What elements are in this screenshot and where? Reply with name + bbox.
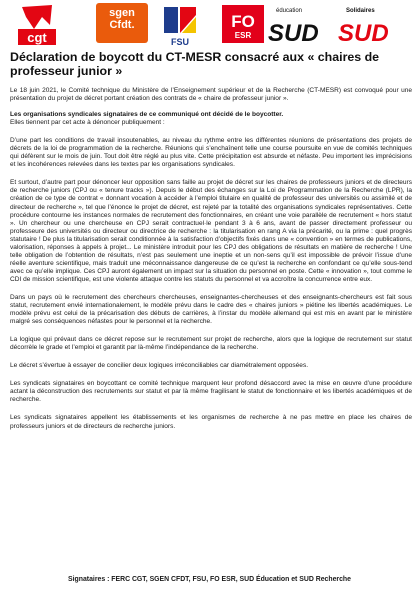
paragraph-recruitment: Dans un pays où le recrutement des chercheurs chercheuses, enseignantes-chercheuses et des enseignants-chercheurs est fait sous statut, recrutement envié internationalement, le modèle prévu dans le cadre des « chaires juniors » piétine les libertés académiques. Le modèle prévu est celui de la précarisation des débuts de carrières, à l’instar du modèle allemand qui est mis en avant par le ministère malgré ses conséquences néfastes pour le personnel et la recherche. bbox=[10, 293, 412, 326]
paragraph-denounce: Elles tiennent par cet acte à dénoncer publiquement : bbox=[10, 119, 165, 127]
paragraph-conditions: D’une part les conditions de travail insoutenables, au niveau du rythme entre les différentes réunions de présentations des projets de décrets de la loi de programmation de la recherche. Réunions qui s’enchaînent telle une course poursuite en vue de comités techniques qui défèrent sur le mois de juin. Tout doit être réglé au plus vite. Cette précipitation est absurde et néfaste. Peu importent les imprécisions et les incohérences relevées dans les textes par les organisations syndicales. bbox=[10, 137, 412, 169]
paragraph-appeal: Les syndicats signataires appellent les établissements et les organismes de recherche à ne pas mettre en place les chaires de professeurs juniors et de directeurs de recherche juniors. bbox=[10, 414, 412, 430]
cgt-logo bbox=[12, 3, 60, 47]
sgen-cfdt-logo bbox=[96, 3, 148, 43]
sud-recherche-logo-text: SUD bbox=[338, 20, 389, 47]
paragraph-decision: Les organisations syndicales signataires de ce communiqué ont décidé de le boycotter. bbox=[10, 111, 284, 119]
paragraph-logic: La logique qui prévaut dans ce décret repose sur le recrutement sur projet de recherche, alors que la logique de recrutement sur statut décorrèle le grade et l’emploi et garantit par là-même l’indépendance de la recherche. bbox=[10, 336, 412, 352]
document-body bbox=[10, 87, 412, 431]
paragraph-opposition: Et surtout, d’autre part pour dénoncer leur opposition sans faille au projet de décret sur les chaires de professeurs juniors et de directeurs de recherche juniors (CPJ ou « tenure tracks »). Depuis le début des échanges sur la Loi de Programmation de la Recherche (LPR), la création de ce type de contrat « donnant vocation à accéder à l’emploi titulaire en qualité de professeur des universités ou assimilé et de directeur de recherche », tel que l’énonce le projet de décret, est rejeté par la totalité des organisations syndicales représentatives. Cette procédure contourne les instances normales de recrutement des fonctionnaires, en créant une voie parallèle de recrutement « hors statut ». Un chercheur ou une chercheuse en CPJ serait contractuel·le pendant 3 à 6 ans, avant de passer directement professeur ou professeure des universités ou directeur ou directrice de recherche : la titularisation en rang A via la précarité, ou la prime : quel progrès statutaire ! De plus la titularisation serait conditionnée à la satisfaction d’objectifs fixés dans une « convention » en termes de publications, valorisation, réponses à appels à projet... Le ministère introduit pour les CPJ des obligations de résultats en matière de recherche ! Une telle obligation de l’obtention de résultats, n’est pas seulement une ineptie et un non-sens qu’il est impossible de prévoir l’issue d’une réelle aventure scientifique, mais traduit une méconnaissance dangereuse de ce qu’est la recherche en confondant ce qu’elle sous-tend avec ce qu’elle implique. Ces CPJ auront également un impact sur la situation du personnel en poste. Cette « innovation », tout comme le CDI de mission scientifique, est une violente attaque contre les statuts du personnel et va accroître la concurrence entre eux. bbox=[10, 179, 412, 283]
solidaires-label: Solidaires bbox=[346, 8, 375, 14]
signatories-line: Signataires : FERC CGT, SGEN CFDT, FSU, FO ESR, SUD Éducation et SUD Recherche bbox=[68, 576, 351, 583]
sud-education-label: éducation bbox=[276, 8, 303, 14]
fo-esr-logo bbox=[220, 3, 266, 45]
paragraph-intro: Le 18 juin 2021, le Comité technique du Ministère de l’Enseignement supérieur et de la Recherche (CT-MESR) est convoqué pour une présentation du projet de décret portant création des contrats de « chaire de professeur junior ». bbox=[10, 87, 412, 103]
logo-bar bbox=[8, 3, 411, 47]
sgen-logo-text: sgen bbox=[109, 7, 135, 19]
fo-esr-text: ESR bbox=[234, 31, 252, 40]
cgt-logo-text: cgt bbox=[27, 30, 47, 45]
fsu-logo-text: FSU bbox=[171, 37, 189, 47]
cfdt-logo-text: Cfdt. bbox=[109, 19, 135, 31]
paragraph-decree: Le décret s’évertue à essayer de concilier deux logiques irréconciliables car diamétralement opposées. bbox=[10, 362, 309, 370]
sud-logos bbox=[268, 3, 413, 47]
fo-logo-text: FO bbox=[231, 12, 255, 31]
paragraph-boycott: Les syndicats signataires en boycottant ce comité technique marquent leur profond désaccord avec la mise en œuvre d’une procédure actant la déconstruction des recrutements sur statut et par là même fragilisant le statut de fonctionnaire et les libertés académiques et de recherche. bbox=[10, 380, 412, 404]
document-title: Déclaration de boycott du CT-MESR consacré aux « chaires de professeur junior » bbox=[10, 50, 380, 78]
fsu-logo bbox=[158, 3, 202, 47]
sud-education-logo-text: SUD bbox=[268, 20, 319, 47]
